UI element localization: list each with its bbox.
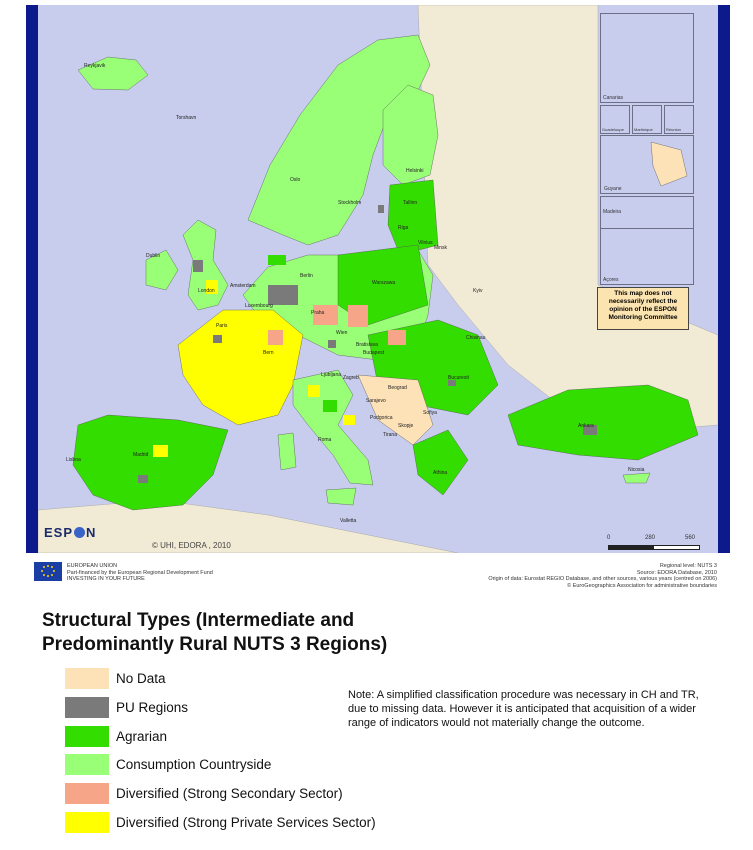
city-label: Helsinki: [406, 168, 424, 174]
city-label: Bratislava: [356, 342, 378, 348]
legend-swatch: [65, 726, 109, 747]
legend-swatch: [65, 668, 109, 689]
city-label: Nicosia: [628, 467, 645, 473]
city-label: Roma: [318, 437, 332, 443]
inset-label: Madeira: [603, 209, 622, 215]
espon-logo-dot: [74, 527, 85, 538]
city-label: Valletta: [340, 518, 357, 524]
source-line: © EuroGeographics Association for administrative boundaries: [567, 582, 717, 589]
city-label: Bucuresti: [448, 375, 469, 381]
legend-label: Diversified (Strong Secondary Sector): [116, 785, 343, 801]
legend-item-no-data: [65, 666, 166, 690]
espon-logo: [44, 525, 96, 540]
legend-label: Diversified (Strong Private Services Sector): [116, 814, 376, 830]
city-label: Berlin: [300, 273, 313, 279]
iceland: [78, 57, 148, 90]
turkey: [508, 385, 698, 460]
legend-title-line: Predominantly Rural NUTS 3 Regions): [42, 634, 388, 655]
scale-label: 0: [607, 535, 611, 541]
city-label: Podgorica: [370, 415, 393, 421]
scale-bar: [608, 545, 700, 550]
non-espon-land-africa: [38, 500, 458, 553]
eu-funding-text: [67, 563, 213, 583]
city-label: Minsk: [434, 245, 448, 251]
eu-funding-line: Part-financed by the European Regional Development Fund: [67, 569, 213, 576]
source-line: Source: EDORA Database, 2010: [636, 569, 717, 576]
legend-item-diversified-secondary: [65, 781, 343, 805]
city-label: Sofiya: [423, 410, 437, 416]
city-label: Vilnius: [418, 240, 433, 246]
inset-guadeloupe: [600, 105, 630, 134]
legend-item-consumption-countryside: [65, 752, 271, 776]
legend-swatch: [65, 754, 109, 775]
city-label: Budapest: [363, 350, 385, 356]
legend-swatch: [65, 783, 109, 804]
inset-reunion: [664, 105, 694, 134]
inset-label: Açores: [603, 277, 619, 283]
great-britain: [183, 220, 228, 310]
legend-item-pu-regions: [65, 695, 188, 719]
inset-label: Guadeloupe: [602, 127, 624, 132]
city-label: Kyiv: [473, 288, 483, 294]
europe-map: [38, 5, 718, 553]
city-label: Wien: [336, 330, 348, 336]
city-label: London: [198, 288, 215, 294]
legend-label: Consumption Countryside: [116, 756, 272, 772]
eu-funding-line: EUROPEAN UNION: [67, 563, 118, 569]
inset-acores: [600, 228, 694, 285]
city-label: Paris: [216, 323, 228, 329]
city-label: Oslo: [290, 177, 301, 183]
inset-label: Guyane: [604, 186, 622, 192]
inset-madeira: [600, 196, 694, 230]
inset-label: Réunion: [666, 127, 681, 132]
map-border-right: [718, 5, 730, 553]
map-border-left: [26, 5, 38, 553]
cyprus: [623, 473, 650, 483]
greece: [413, 430, 468, 495]
eu-flag-icon: [34, 562, 62, 581]
city-label: Beograd: [388, 385, 407, 391]
iberia: [73, 415, 228, 510]
city-label: Skopje: [398, 423, 414, 429]
scale-label: 560: [685, 535, 696, 541]
legend-swatch: [65, 697, 109, 718]
source-line: Origin of data: Eurostat REGIO Database, and other sources, various years (centred on 2006): [488, 576, 717, 582]
legend-note: Note: A simplified classification procedure was necessary in CH and TR, due to missing data. However it is anticipated that acquisition of a wider range of indicators would not materially change the outcome.: [348, 689, 699, 729]
inset-label: Martinique: [634, 127, 653, 132]
city-label: Zagreb: [343, 375, 359, 381]
inset-canarias: [600, 13, 694, 103]
map-credit: © UHI, EDORA , 2010: [152, 541, 231, 550]
legend-swatch: [65, 812, 109, 833]
data-source-text: [488, 563, 717, 589]
espon-logo-text: ESP: [44, 525, 74, 540]
legend-item-agrarian: [65, 724, 167, 748]
espon-logo-text: N: [86, 525, 97, 540]
city-label: Bern: [263, 350, 274, 356]
city-label: Dublin: [146, 253, 161, 259]
legend-title: [42, 609, 387, 657]
legend-label: Agrarian: [116, 728, 168, 744]
france: [178, 310, 303, 425]
sardinia: [278, 433, 296, 470]
legend-title-line: Structural Types (Intermediate and: [42, 610, 355, 631]
city-label: Tirana: [383, 432, 397, 438]
city-label: Chisinau: [466, 335, 486, 341]
legend-label: No Data: [116, 670, 166, 686]
city-label: Reykjavik: [84, 63, 106, 69]
legend-item-diversified-private-services: [65, 810, 376, 834]
city-label: Warszawa: [372, 280, 396, 286]
city-label: Ankara: [578, 423, 594, 429]
city-label: Sarajevo: [366, 398, 386, 404]
city-label: Stockholm: [338, 200, 362, 206]
city-label: Torshavn: [176, 115, 197, 121]
italy: [293, 370, 373, 485]
city-label: Ljubljana: [321, 372, 342, 378]
city-label: Luxembourg: [245, 303, 273, 309]
city-label: Lisboa: [66, 457, 81, 463]
scale-label: 280: [645, 535, 656, 541]
sicily: [326, 488, 356, 505]
map-disclaimer: This map does not necessarily reflect the opinion of the ESPON Monitoring Committee: [597, 287, 689, 330]
eu-funding-line: INVESTING IN YOUR FUTURE: [67, 576, 145, 582]
legend-label: PU Regions: [116, 699, 189, 715]
city-label: Praha: [311, 310, 325, 316]
city-label: Athina: [433, 470, 448, 476]
city-label: Amsterdam: [230, 283, 256, 289]
source-line: Regional level: NUTS 3: [659, 563, 717, 569]
inset-guyane: [600, 135, 694, 194]
city-label: Tallinn: [403, 200, 418, 206]
inset-label: Canarias: [603, 95, 624, 101]
guyane-shape: [601, 136, 693, 193]
city-label: Madrid: [133, 452, 149, 458]
city-label: Riga: [398, 225, 409, 231]
inset-martinique: [632, 105, 662, 134]
